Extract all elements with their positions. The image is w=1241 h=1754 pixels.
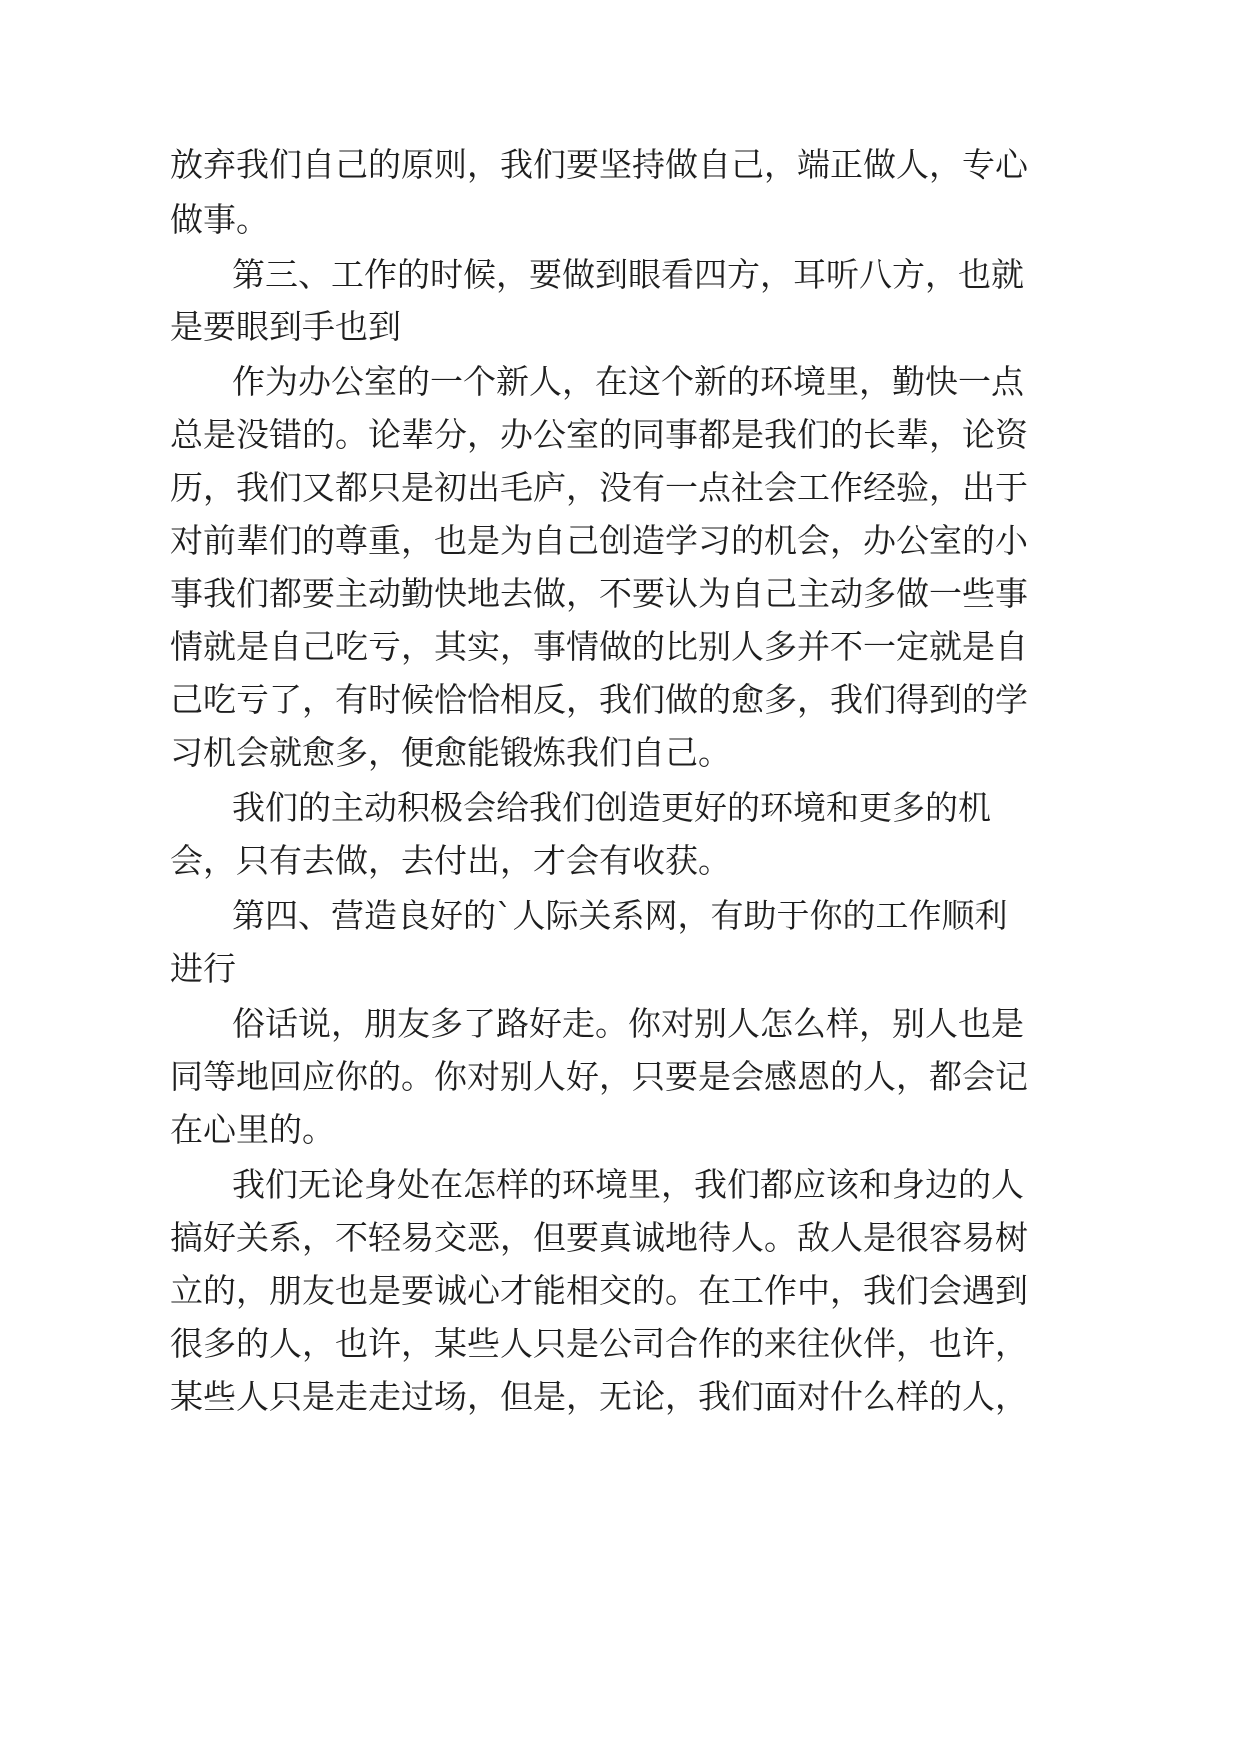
text-line: 某些人只是走走过场，但是，无论，我们面对什么样的人，: [170, 1377, 1028, 1416]
text-line: 作为办公室的一个新人，在这个新的环境里，勤快一点: [232, 362, 1024, 401]
text-line: 总是没错的。论辈分，办公室的同事都是我们的长辈，论资: [170, 415, 1028, 454]
text-line: 放弃我们自己的原则，我们要坚持做自己，端正做人，专心: [170, 145, 1028, 184]
text-line: 我们的主动积极会给我们创造更好的环境和更多的机: [232, 788, 991, 827]
text-line: 历，我们又都只是初出毛庐，没有一点社会工作经验，出于: [170, 468, 1028, 507]
text-line: 同等地回应你的。你对别人好，只要是会感恩的人，都会记: [170, 1057, 1028, 1096]
text-line: 习机会就愈多，便愈能锻炼我们自己。: [170, 733, 731, 772]
text-line: 俗话说，朋友多了路好走。你对别人怎么样，别人也是: [232, 1004, 1024, 1043]
text-line: 己吃亏了，有时候恰恰相反，我们做的愈多，我们得到的学: [170, 680, 1028, 719]
text-line: 事我们都要主动勤快地去做，不要认为自己主动多做一些事: [170, 574, 1028, 613]
text-line: 做事。: [170, 200, 269, 239]
section-heading-cont: 进行: [170, 949, 236, 988]
text-line: 很多的人，也许，某些人只是公司合作的来往伙伴，也许，: [170, 1324, 1028, 1363]
section-heading: 第四、营造良好的`人际关系网，有助于你的工作顺利: [232, 896, 1008, 935]
text-line: 对前辈们的尊重，也是为自己创造学习的机会，办公室的小: [170, 521, 1028, 560]
text-line: 我们无论身处在怎样的环境里，我们都应该和身边的人: [232, 1165, 1024, 1204]
text-line: 会，只有去做，去付出，才会有收获。: [170, 841, 731, 880]
text-line: 搞好关系，不轻易交恶，但要真诚地待人。敌人是很容易树: [170, 1218, 1028, 1257]
section-heading-cont: 是要眼到手也到: [170, 307, 401, 346]
text-line: 情就是自己吃亏，其实，事情做的比别人多并不一定就是自: [170, 627, 1028, 666]
text-line: 立的，朋友也是要诚心才能相交的。在工作中，我们会遇到: [170, 1271, 1028, 1310]
section-heading: 第三、工作的时候，要做到眼看四方，耳听八方，也就: [232, 255, 1024, 294]
text-line: 在心里的。: [170, 1110, 335, 1149]
